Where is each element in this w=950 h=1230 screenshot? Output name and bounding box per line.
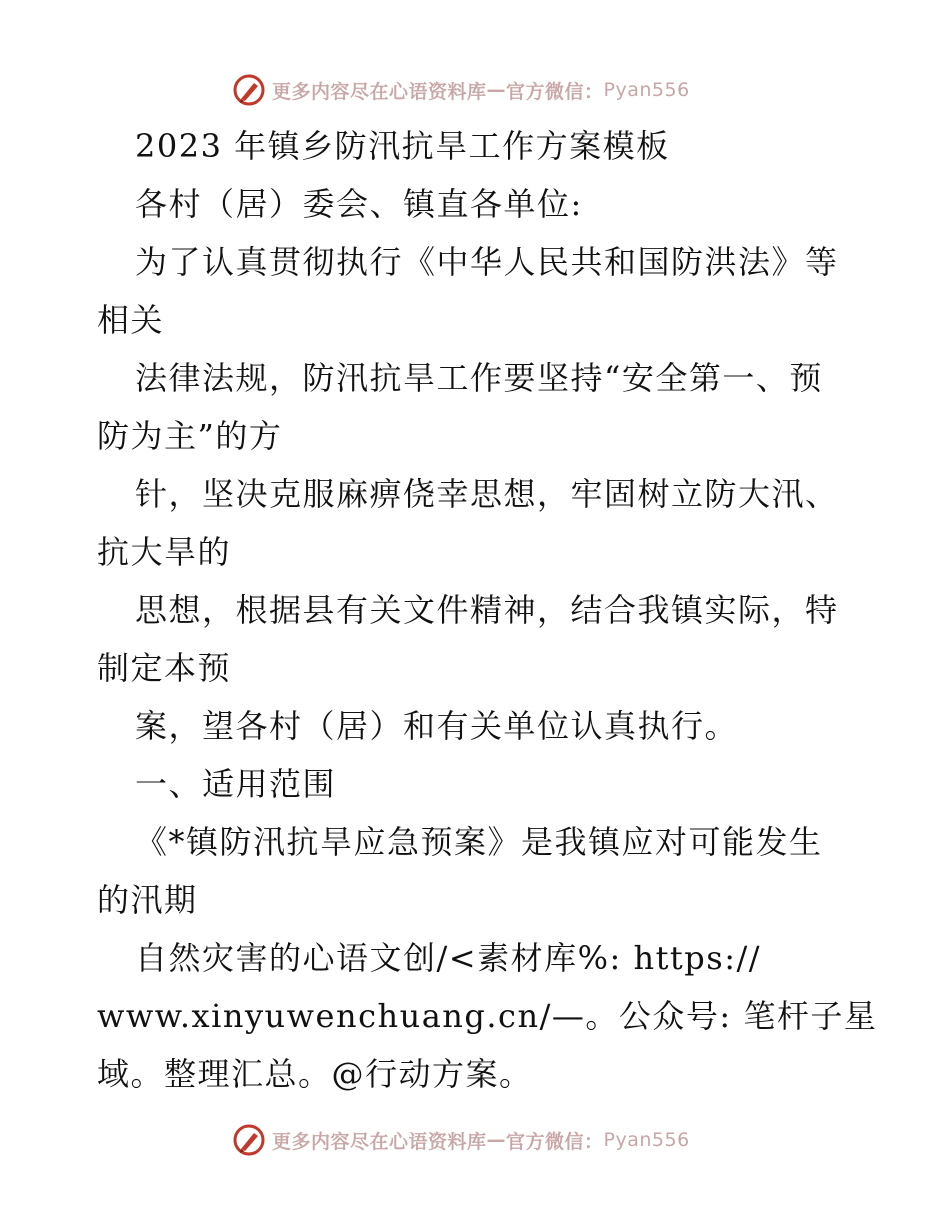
paragraph-line: 为了认真贯彻执行《中华人民共和国防洪法》等 — [135, 243, 839, 281]
watermark-wechat-label: 官方微信： — [506, 80, 604, 103]
watermark-wechat-label: 官方微信： — [506, 1130, 604, 1153]
watermark-wechat-id: Pyan556 — [603, 1129, 690, 1151]
paragraph-line: 抗大旱的 — [97, 533, 232, 571]
watermark-main-text: 更多内容尽在心语资料库 — [272, 1130, 487, 1153]
salutation: 各村（居）委会、镇直各单位: — [135, 185, 583, 223]
paragraph-line: www.xinyuwenchuang.cn/—。公众号: 笔杆子星 — [97, 997, 878, 1035]
paragraph-line: 制定本预 — [97, 649, 232, 687]
paragraph-line: 自然灾害的心语文创/<素材库%: https:// — [135, 939, 762, 977]
watermark-separator: — — [486, 79, 507, 101]
pen-logo-icon — [232, 73, 266, 107]
paragraph-line: 案，望各村（居）和有关单位认真执行。 — [135, 707, 739, 745]
pen-logo-icon — [232, 1123, 266, 1157]
paragraph-line: 思想，根据县有关文件精神，结合我镇实际，特 — [135, 591, 839, 629]
watermark-separator: — — [486, 1129, 507, 1151]
paragraph-line: 域。整理汇总。@行动方案。 — [97, 1055, 533, 1093]
paragraph-line: 法律法规，防汛抗旱工作要坚持“安全第一、预 — [135, 359, 823, 397]
section-heading: 一、适用范围 — [135, 765, 337, 803]
footer-watermark — [232, 1122, 690, 1158]
paragraph-line: 的汛期 — [97, 881, 198, 919]
header-watermark — [232, 72, 690, 108]
document-title: 2023 年镇乡防汛抗旱工作方案模板 — [135, 127, 670, 165]
paragraph-line: 相关 — [97, 301, 165, 339]
paragraph-line: 《*镇防汛抗旱应急预案》是我镇应对可能发生 — [135, 823, 823, 861]
paragraph-line: 防为主”的方 — [97, 417, 283, 455]
watermark-wechat-id: Pyan556 — [603, 79, 690, 101]
watermark-main-text: 更多内容尽在心语资料库 — [272, 80, 487, 103]
paragraph-line: 针，坚决克服麻痹侥幸思想，牢固树立防大汛、 — [135, 475, 839, 513]
